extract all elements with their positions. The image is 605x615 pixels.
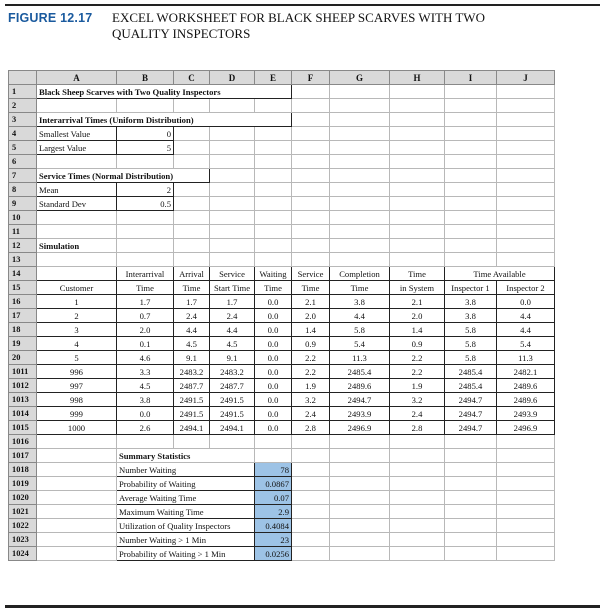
row-number[interactable]: 1014	[9, 407, 37, 421]
simulation-cell[interactable]: 1.9	[292, 379, 330, 393]
summary-label-cell[interactable]: Utilization of Quality Inspectors	[117, 519, 255, 533]
simulation-cell[interactable]: 2494.7	[445, 407, 497, 421]
summary-value-cell[interactable]: 0.0867	[255, 477, 292, 491]
simulation-cell[interactable]: 5	[37, 351, 117, 365]
simulation-row	[9, 365, 555, 379]
row-number[interactable]: 1024	[9, 547, 37, 561]
simulation-cell[interactable]: 4.4	[174, 323, 210, 337]
smallest-value-label-cell[interactable]: Smallest Value	[37, 127, 117, 141]
simulation-cell[interactable]: 2485.4	[445, 379, 497, 393]
simulation-row	[9, 379, 555, 393]
summary-label-cell[interactable]: Probability of Waiting	[117, 477, 255, 491]
row-number[interactable]: 1017	[9, 449, 37, 463]
row-number[interactable]: 1012	[9, 379, 37, 393]
simulation-cell[interactable]: 2496.9	[497, 421, 555, 435]
sheet-row	[9, 239, 555, 253]
simulation-row	[9, 323, 555, 337]
simulation-cell[interactable]: 0.0	[255, 295, 292, 309]
sheet-row	[9, 197, 555, 211]
summary-heading-cell[interactable]: Summary Statistics	[117, 449, 255, 463]
row-number[interactable]: 2	[9, 99, 37, 113]
simulation-cell[interactable]: 998	[37, 393, 117, 407]
row-number[interactable]: 16	[9, 295, 37, 309]
simulation-cell[interactable]: 2.6	[117, 421, 174, 435]
simulation-cell[interactable]: 2485.4	[330, 365, 390, 379]
simulation-cell[interactable]: 5.8	[445, 323, 497, 337]
simulation-cell[interactable]: 0.1	[117, 337, 174, 351]
column-header-c[interactable]: C	[174, 71, 210, 85]
bottom-rule	[5, 605, 600, 608]
sheet-row	[9, 141, 555, 155]
sheet-row	[9, 435, 555, 449]
row-number[interactable]: 1023	[9, 533, 37, 547]
simulation-rows	[9, 295, 555, 435]
largest-value-cell[interactable]: 5	[117, 141, 174, 155]
sheet-row	[9, 85, 555, 99]
simulation-cell[interactable]: 2.2	[390, 351, 445, 365]
simulation-row	[9, 407, 555, 421]
simulation-cell[interactable]: 2.0	[292, 309, 330, 323]
simulation-cell[interactable]: 4.5	[117, 379, 174, 393]
header-cell[interactable]: Inspector 2	[497, 281, 555, 295]
simulation-cell[interactable]: 2489.6	[497, 379, 555, 393]
simulation-cell[interactable]: 2.1	[390, 295, 445, 309]
simulation-cell[interactable]: 0.0	[255, 393, 292, 407]
sheet-row	[9, 225, 555, 239]
summary-label-cell[interactable]: Number Waiting > 1 Min	[117, 533, 255, 547]
simulation-cell[interactable]: 1.4	[390, 323, 445, 337]
sheet-row	[9, 169, 555, 183]
column-header-d[interactable]: D	[210, 71, 255, 85]
simulation-cell[interactable]: 2485.4	[445, 365, 497, 379]
simulation-cell[interactable]: 2.2	[390, 365, 445, 379]
smallest-value-cell[interactable]: 0	[117, 127, 174, 141]
simulation-cell[interactable]: 0.9	[292, 337, 330, 351]
row-number[interactable]: 15	[9, 281, 37, 295]
simulation-cell[interactable]: 0.0	[255, 421, 292, 435]
simulation-cell[interactable]: 2487.7	[174, 379, 210, 393]
sd-value-cell[interactable]: 0.5	[117, 197, 174, 211]
simulation-cell[interactable]: 2.4	[174, 309, 210, 323]
header-cell[interactable]: Arrival	[174, 267, 210, 281]
row-number[interactable]: 18	[9, 323, 37, 337]
simulation-cell[interactable]: 1.7	[210, 295, 255, 309]
row-number[interactable]: 6	[9, 155, 37, 169]
header-cell[interactable]: Service	[210, 267, 255, 281]
simulation-cell[interactable]: 0.9	[390, 337, 445, 351]
sheet-row	[9, 183, 555, 197]
header-cell[interactable]: Time	[255, 281, 292, 295]
simulation-cell[interactable]: 9.1	[174, 351, 210, 365]
simulation-row	[9, 337, 555, 351]
sheet-row	[9, 267, 555, 281]
simulation-cell[interactable]: 2.0	[117, 323, 174, 337]
summary-value-cell[interactable]: 0.0256	[255, 547, 292, 561]
column-header-e[interactable]: E	[255, 71, 292, 85]
simulation-cell[interactable]: 2496.9	[330, 421, 390, 435]
simulation-cell[interactable]: 0.7	[117, 309, 174, 323]
simulation-cell[interactable]: 4.4	[497, 323, 555, 337]
figure-title	[112, 10, 552, 42]
simulation-cell[interactable]: 3.3	[117, 365, 174, 379]
time-available-header-cell[interactable]: Time Available	[445, 267, 555, 281]
header-cell[interactable]: in System	[390, 281, 445, 295]
simulation-cell[interactable]: 2487.7	[210, 379, 255, 393]
mean-label-cell[interactable]: Mean	[37, 183, 117, 197]
simulation-row	[9, 421, 555, 435]
header-cell[interactable]: Time	[292, 281, 330, 295]
simulation-cell[interactable]: 3	[37, 323, 117, 337]
simulation-cell[interactable]: 4.6	[117, 351, 174, 365]
simulation-cell[interactable]: 996	[37, 365, 117, 379]
figure-label: FIGURE 12.17	[8, 11, 93, 25]
simulation-cell[interactable]: 0.0	[255, 351, 292, 365]
row-number[interactable]: 19	[9, 337, 37, 351]
simulation-cell[interactable]: 3.8	[445, 309, 497, 323]
mean-value-cell[interactable]: 2	[117, 183, 174, 197]
figure-title-line-1: EXCEL WORKSHEET FOR BLACK SHEEP SCARVES WITH TWO	[112, 10, 485, 25]
summary-label-cell[interactable]: Number Waiting	[117, 463, 255, 477]
simulation-cell[interactable]: 2491.5	[210, 393, 255, 407]
column-header-a[interactable]: A	[37, 71, 117, 85]
simulation-cell[interactable]: 2494.7	[445, 393, 497, 407]
simulation-cell[interactable]: 5.8	[330, 323, 390, 337]
simulation-cell[interactable]: 2494.7	[330, 393, 390, 407]
simulation-cell[interactable]: 5.8	[445, 337, 497, 351]
column-header-j[interactable]: J	[497, 71, 555, 85]
summary-row	[9, 547, 555, 561]
row-number[interactable]: 1022	[9, 519, 37, 533]
simulation-cell[interactable]: 2493.9	[497, 407, 555, 421]
simulation-cell[interactable]: 2489.6	[330, 379, 390, 393]
simulation-cell[interactable]: 4.5	[174, 337, 210, 351]
simulation-row	[9, 309, 555, 323]
simulation-cell[interactable]: 1	[37, 295, 117, 309]
row-number[interactable]: 11	[9, 225, 37, 239]
simulation-cell[interactable]: 0.0	[255, 337, 292, 351]
simulation-cell[interactable]: 3.8	[445, 295, 497, 309]
column-header-h[interactable]: H	[390, 71, 445, 85]
column-header-g[interactable]: G	[330, 71, 390, 85]
row-number[interactable]: 1016	[9, 435, 37, 449]
simulation-cell[interactable]: 999	[37, 407, 117, 421]
simulation-cell[interactable]: 1.9	[390, 379, 445, 393]
sheet-row	[9, 113, 555, 127]
simulation-cell[interactable]: 2.0	[390, 309, 445, 323]
simulation-cell[interactable]: 0.0	[497, 295, 555, 309]
row-number[interactable]: 1	[9, 85, 37, 99]
simulation-cell[interactable]: 3.8	[117, 393, 174, 407]
row-number[interactable]: 1015	[9, 421, 37, 435]
row-number[interactable]: 10	[9, 211, 37, 225]
row-number[interactable]: 1020	[9, 491, 37, 505]
simulation-cell[interactable]: 5.8	[445, 351, 497, 365]
simulation-row	[9, 351, 555, 365]
summary-label-cell[interactable]: Maximum Waiting Time	[117, 505, 255, 519]
summary-row	[9, 491, 555, 505]
header-cell[interactable]: Inspector 1	[445, 281, 497, 295]
simulation-cell[interactable]: 2494.1	[174, 421, 210, 435]
sheet-row	[9, 99, 555, 113]
summary-row	[9, 477, 555, 491]
simulation-cell[interactable]: 2494.1	[210, 421, 255, 435]
largest-value-label-cell[interactable]: Largest Value	[37, 141, 117, 155]
header-cell[interactable]: Time	[390, 267, 445, 281]
row-number[interactable]: 5	[9, 141, 37, 155]
figure-title-line-2: QUALITY INSPECTORS	[112, 26, 251, 41]
row-number[interactable]: 17	[9, 309, 37, 323]
simulation-cell[interactable]: 2491.5	[174, 393, 210, 407]
simulation-cell[interactable]: 4	[37, 337, 117, 351]
simulation-heading-cell[interactable]: Simulation	[37, 239, 117, 253]
row-number[interactable]: 20	[9, 351, 37, 365]
simulation-cell[interactable]: 5.4	[497, 337, 555, 351]
sheet-row	[9, 281, 555, 295]
row-number[interactable]: 1021	[9, 505, 37, 519]
header-cell[interactable]: Time	[330, 281, 390, 295]
simulation-cell[interactable]: 3.2	[390, 393, 445, 407]
row-number[interactable]: 7	[9, 169, 37, 183]
simulation-cell[interactable]: 11.3	[330, 351, 390, 365]
simulation-row	[9, 393, 555, 407]
simulation-cell[interactable]: 9.1	[210, 351, 255, 365]
simulation-cell[interactable]: 2.8	[292, 421, 330, 435]
header-cell[interactable]: Start Time	[210, 281, 255, 295]
row-number[interactable]: 1018	[9, 463, 37, 477]
simulation-cell[interactable]: 2.2	[292, 351, 330, 365]
worksheet-grid	[8, 70, 555, 561]
simulation-cell[interactable]: 0.0	[255, 407, 292, 421]
row-number[interactable]: 9	[9, 197, 37, 211]
simulation-cell[interactable]: 1.4	[292, 323, 330, 337]
summary-value-cell[interactable]: 0.07	[255, 491, 292, 505]
simulation-cell[interactable]: 5.4	[330, 337, 390, 351]
row-number[interactable]: 1013	[9, 393, 37, 407]
simulation-cell[interactable]: 3.2	[292, 393, 330, 407]
simulation-cell[interactable]: 2483.2	[210, 365, 255, 379]
simulation-cell[interactable]: 1.7	[117, 295, 174, 309]
top-rule	[5, 4, 600, 6]
header-cell[interactable]: Service	[292, 267, 330, 281]
simulation-cell[interactable]: 4.5	[210, 337, 255, 351]
simulation-cell[interactable]: 0.0	[117, 407, 174, 421]
service-heading-cell[interactable]: Service Times (Normal Distribution)	[37, 169, 210, 183]
simulation-cell[interactable]: 4.4	[210, 323, 255, 337]
simulation-cell[interactable]: 0.0	[255, 309, 292, 323]
header-cell[interactable]: Completion	[330, 267, 390, 281]
header-cell[interactable]: Interarrival	[117, 267, 174, 281]
row-number[interactable]: 12	[9, 239, 37, 253]
sheet-row	[9, 253, 555, 267]
summary-value-cell[interactable]: 23	[255, 533, 292, 547]
simulation-cell[interactable]: 0.0	[255, 379, 292, 393]
simulation-cell[interactable]: 3.8	[330, 295, 390, 309]
summary-row	[9, 505, 555, 519]
simulation-cell[interactable]: 2483.2	[174, 365, 210, 379]
simulation-cell[interactable]: 0.0	[255, 323, 292, 337]
column-header-b[interactable]: B	[117, 71, 174, 85]
sheet-row	[9, 449, 555, 463]
summary-rows	[9, 463, 555, 561]
sheet-title-cell[interactable]: Black Sheep Scarves with Two Quality Inspectors	[37, 85, 292, 99]
row-number[interactable]: 13	[9, 253, 37, 267]
row-number[interactable]: 14	[9, 267, 37, 281]
simulation-cell[interactable]: 2491.5	[174, 407, 210, 421]
simulation-cell[interactable]: 2.1	[292, 295, 330, 309]
select-all-corner[interactable]	[9, 71, 37, 85]
header-cell[interactable]: Waiting	[255, 267, 292, 281]
row-number[interactable]: 4	[9, 127, 37, 141]
summary-value-cell[interactable]: 78	[255, 463, 292, 477]
sheet-row	[9, 127, 555, 141]
header-cell[interactable]: Customer	[37, 281, 117, 295]
summary-label-cell[interactable]: Probability of Waiting > 1 Min	[117, 547, 255, 561]
simulation-cell[interactable]: 2494.7	[445, 421, 497, 435]
simulation-cell[interactable]: 1000	[37, 421, 117, 435]
simulation-cell[interactable]: 4.4	[330, 309, 390, 323]
row-number[interactable]: 1011	[9, 365, 37, 379]
sheet-row	[9, 211, 555, 225]
simulation-cell[interactable]: 0.0	[255, 365, 292, 379]
simulation-cell[interactable]: 2.2	[292, 365, 330, 379]
summary-label-cell[interactable]: Average Waiting Time	[117, 491, 255, 505]
simulation-cell[interactable]: 2.8	[390, 421, 445, 435]
summary-value-cell[interactable]: 0.4084	[255, 519, 292, 533]
row-number[interactable]: 1019	[9, 477, 37, 491]
summary-value-cell[interactable]: 2.9	[255, 505, 292, 519]
simulation-cell[interactable]: 11.3	[497, 351, 555, 365]
summary-row	[9, 533, 555, 547]
summary-row	[9, 519, 555, 533]
header-cell[interactable]: Time	[117, 281, 174, 295]
simulation-cell[interactable]: 997	[37, 379, 117, 393]
simulation-cell[interactable]: 2489.6	[497, 393, 555, 407]
header-cell[interactable]: Time	[174, 281, 210, 295]
simulation-cell[interactable]: 2.4	[210, 309, 255, 323]
simulation-cell[interactable]: 2.4	[292, 407, 330, 421]
simulation-cell[interactable]: 2	[37, 309, 117, 323]
simulation-cell[interactable]: 2491.5	[210, 407, 255, 421]
summary-row	[9, 463, 555, 477]
simulation-cell[interactable]: 2493.9	[330, 407, 390, 421]
row-number[interactable]: 8	[9, 183, 37, 197]
column-header-i[interactable]: I	[445, 71, 497, 85]
simulation-cell[interactable]: 2.4	[390, 407, 445, 421]
row-number[interactable]: 3	[9, 113, 37, 127]
simulation-cell[interactable]: 4.4	[497, 309, 555, 323]
simulation-cell[interactable]: 2482.1	[497, 365, 555, 379]
column-header-f[interactable]: F	[292, 71, 330, 85]
interarrival-heading-cell[interactable]: Interarrival Times (Uniform Distribution)	[37, 113, 292, 127]
simulation-cell[interactable]: 1.7	[174, 295, 210, 309]
sheet-row	[9, 155, 555, 169]
column-header-row	[9, 71, 555, 85]
sd-label-cell[interactable]: Standard Dev	[37, 197, 117, 211]
simulation-row	[9, 295, 555, 309]
